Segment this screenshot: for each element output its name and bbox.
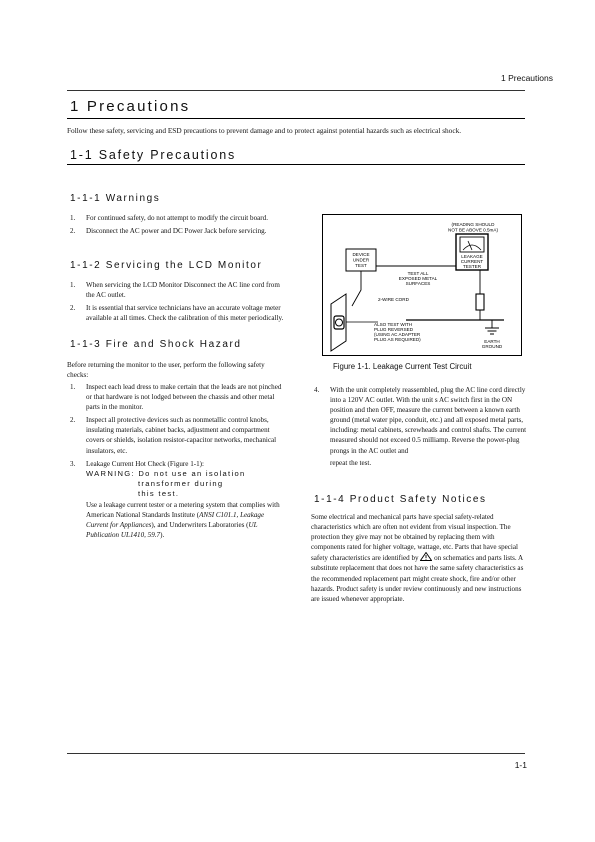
fire-intro: Before returning the monitor to the user, perform the following safety checks: [67, 361, 265, 380]
warning-line: transformer during [138, 478, 224, 488]
section-rule [67, 164, 525, 165]
list-item [67, 280, 285, 300]
item-text: Disconnect the AC power and DC Power Jack before servicing. [86, 227, 267, 236]
servicing-list [67, 280, 285, 326]
item-number: 1. [70, 214, 76, 222]
item-number: 1. [70, 383, 76, 391]
text-run: ), and Underwriters Laboratories ( [151, 520, 249, 529]
ul-reference: UL Publication UL1410, 59.7 [86, 520, 258, 540]
item-text-end: repeat the test. [330, 458, 372, 467]
page-number: 1-1 [514, 760, 527, 770]
figure-caption: Figure 1-1. Leakage Current Test Circuit [333, 362, 472, 371]
item-number: 4. [314, 386, 320, 394]
device-label-line: UNDER [352, 257, 370, 263]
two-wire-cord [352, 271, 361, 306]
item-text: When servicing the LCD Monitor Disconnect the AC line cord from the AC outlet. [86, 281, 280, 300]
leakage-test-circuit-figure [322, 214, 522, 356]
warnings-heading: 1-1-1 Warnings [70, 193, 161, 204]
shield-label-line: (READING SHOULD [451, 222, 495, 227]
earth-label-line: GROUND [481, 344, 503, 349]
list-item [67, 303, 285, 323]
also-test-label-line: PLUG AS REQUIRED) [374, 337, 421, 342]
fire-heading: 1-1-3 Fire and Shock Hazard [70, 339, 242, 350]
item-text: For continued safety, do not attempt to modify the circuit board. [86, 214, 268, 222]
tester-label-line: CURRENT [460, 259, 484, 264]
item-text: Inspect each lead dress to make certain that the leads are not pinched or that hardware is not lodged between the chassis and other metal parts in the monitor. [86, 383, 282, 412]
step-4-list [311, 385, 529, 471]
also-test-label-line: (USING AC ADAPTER [374, 332, 421, 337]
tester-label-line: TESTER [462, 264, 482, 269]
test-all-label-line: EXPOSED METAL [398, 276, 438, 281]
device-label-line: DEVICE [352, 252, 370, 257]
running-header: 1 Precautions [501, 73, 553, 83]
item-number: 3. [70, 459, 76, 468]
plug-icon [336, 319, 343, 326]
item-number: 2. [70, 227, 76, 236]
test-all-label-line: SURFACES [405, 281, 431, 286]
servicing-heading: 1-1-2 Servicing the LCD Monitor [70, 260, 263, 271]
also-test-label-line: PLUG REVERSED [374, 327, 414, 332]
text-run: Some electrical and mechanical parts have special safety-related characteristics which are often not evident from visual inspection. The protection they give may not be obtained by replacing them with components rated for higher voltage, wattage, etc. Parts that have special safety characteristics are identified by [311, 513, 519, 563]
warning-line: this test. [138, 488, 180, 498]
leakage-standard-text [86, 500, 285, 540]
item-text: Leakage Current Hot Check (Figure 1-1): [86, 459, 204, 468]
fire-list [67, 382, 285, 543]
chapter-rule [67, 118, 525, 119]
ansi-reference: ANSI C101.1, Leakage Current for Appliances [86, 510, 265, 529]
section-title: 1-1 Safety Precautions [70, 148, 237, 162]
list-item [67, 213, 285, 223]
footer-rule [67, 753, 525, 754]
item-text: Inspect all protective devices such as nonmetallic control knobs, insulating materials, cabinet backs, adjustment and compartment covers or shields, isolation resistor-capacitor networks, mechanical insulators, etc. [86, 416, 277, 455]
device-label-line: TEST [355, 263, 367, 268]
text-run: ). [160, 531, 165, 540]
earth-label-line: EARTH [484, 339, 500, 344]
list-item [311, 385, 529, 468]
item-number: 2. [70, 416, 76, 425]
item-text: With the unit completely reassembled, plug the AC line cord directly into a 120V AC outlet. With the unit s AC switch first in the ON position and then OFF, measure the current between a known earth ground (metal water pipe, conduit, etc.) and all exposed metal parts, including: metal cabinets, screwheads and control shafts. The current measured should not exceed 0.5 milliamp. Reverse the power-plug prongs in the AC outlet and [330, 386, 527, 455]
chapter-title: 1 Precautions [70, 98, 191, 115]
cord-label: 2-WIRE CORD [378, 297, 409, 302]
also-test-label-line: ALSO TEST WITH [374, 322, 413, 327]
tester-label-line: LEAKAGE [461, 254, 483, 259]
warnings-list [67, 213, 285, 239]
text-run: Use a leakage current tester or a metering system that complies with American National Standards Institute ( [86, 500, 280, 519]
item-text: It is essential that service technicians have an accurate voltage meter available at all times. Check the calibration of this meter periodically. [86, 304, 284, 323]
list-item [67, 415, 285, 455]
header-rule [67, 90, 525, 91]
chapter-intro: Follow these safety, servicing and ESD precautions to prevent damage and to protect against potential hazards such as electrical shock. [67, 126, 462, 135]
list-item [67, 382, 285, 412]
ground-resistor [476, 294, 484, 310]
warning-note [86, 469, 285, 499]
list-item [67, 459, 285, 540]
item-number: 1. [70, 281, 76, 289]
warning-triangle-icon [420, 552, 432, 561]
product-safety-heading: 1-1-4 Product Safety Notices [314, 494, 487, 505]
shield-label-line: NOT BE ABOVE 0.5mA) [448, 227, 498, 233]
warning-line: WARNING: Do not use an isolation [86, 468, 246, 478]
item-number: 2. [70, 304, 76, 313]
list-item [67, 226, 285, 236]
text-run: on schematics and parts lists. A substitute replacement that does not have the same safety characteristics as the recommended replacement part might create shock, fire and/or other hazards. Product safety is under review continuously and new instructions are issued whenever appropriate. [311, 554, 524, 603]
test-all-label-line: TEST ALL [407, 271, 429, 276]
product-safety-text [311, 512, 529, 604]
